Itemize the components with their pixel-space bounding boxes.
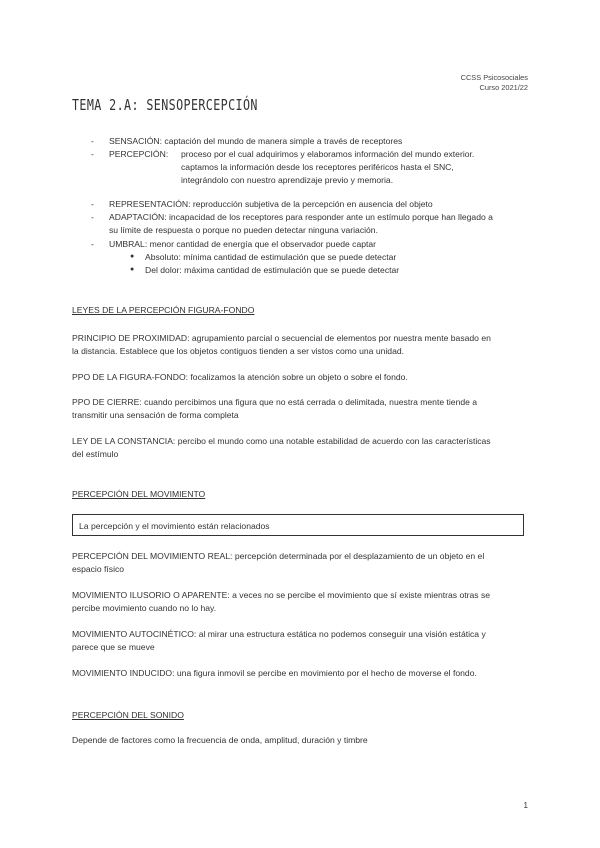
paragraph-line: parece que se mueve — [72, 642, 155, 652]
paragraph-line: PPO DE CIERRE: cuando percibimos una figura que no está cerrada o delimitada, nuestra mente tiende a — [72, 397, 478, 407]
page-number: 1 — [523, 801, 528, 810]
paragraph-line: transmitir una sensación de forma completa — [72, 410, 239, 420]
sublist-item-text: Del dolor: máxima cantidad de estimulación que se puede detectar — [145, 265, 400, 275]
paragraph-line: Depende de factores como la frecuencia de onda, amplitud, duración y timbre — [72, 735, 368, 745]
document-header — [461, 73, 528, 93]
paragraph-line: PERCEPCIÓN DEL MOVIMIENTO REAL: percepción determinada por el desplazamiento de un objeto en el — [72, 551, 485, 561]
highlight-box — [72, 514, 524, 536]
page-title: TEMA 2.A: SENSOPERCEPCIÓN — [72, 96, 258, 114]
paragraph-line: PRINCIPIO DE PROXIMIDAD: agrupamiento parcial o secuencial de elementos por nuestra mente basado en — [72, 333, 491, 343]
dash-marker: - — [91, 149, 94, 159]
header-course: CCSS Psicosociales — [460, 73, 528, 82]
paragraph-line: MOVIMIENTO ILUSORIO O APARENTE: a veces no se percibe el movimiento que sí existe mientras otras se — [72, 590, 491, 600]
list-item-text: UMBRAL: menor cantidad de energía que el observador puede captar — [109, 239, 377, 249]
bullet-icon: ● — [130, 266, 135, 273]
paragraph-line: MOVIMIENTO AUTOCINÉTICO: al mirar una estructura estática no podemos conseguir una visión estática y — [72, 629, 486, 639]
dash-marker: - — [91, 212, 94, 222]
section-heading: PERCEPCIÓN DEL SONIDO — [72, 710, 184, 720]
paragraph-line: del estímulo — [72, 449, 119, 459]
section-heading: LEYES DE LA PERCEPCIÓN FIGURA-FONDO — [72, 305, 255, 315]
list-item-text: su límite de respuesta o porque no pueden detectar ninguna variación. — [109, 225, 378, 235]
section-heading: PERCEPCIÓN DEL MOVIMIENTO — [72, 489, 206, 499]
list-item-text: ADAPTACIÓN: incapacidad de los receptores para responder ante un estímulo porque han llegado a — [109, 212, 493, 222]
header-year: Curso 2021/22 — [479, 83, 528, 92]
paragraph-line: percibe movimiento cuando no lo hay. — [72, 603, 217, 613]
list-item-label: PERCEPCIÓN: — [109, 149, 169, 159]
paragraph-line: MOVIMIENTO INDUCIDO: una figura inmovil se percibe en movimiento por el hecho de moverse el fondo. — [72, 668, 477, 678]
paragraph-line: LEY DE LA CONSTANCIA: percibo el mundo como una notable estabilidad de acuerdo con las características — [72, 436, 491, 446]
dash-marker: - — [91, 199, 94, 209]
paragraph-line: espacio físico — [72, 564, 125, 574]
list-item-text: captamos la información desde los receptores periféricos hasta el SNC, — [181, 162, 454, 172]
highlight-box-text: La percepción y el movimiento están relacionados — [79, 521, 270, 531]
paragraph-line: PPO DE LA FIGURA-FONDO: focalizamos la atención sobre un objeto o sobre el fondo. — [72, 372, 408, 382]
list-item-text: REPRESENTACIÓN: reproducción subjetiva de la percepción en ausencia del objeto — [109, 199, 433, 209]
dash-marker: - — [91, 136, 94, 146]
paragraph-line: la distancia. Establece que los objetos contiguos tienden a ser vistos como una unidad. — [72, 346, 405, 356]
dash-marker: - — [91, 239, 94, 249]
bullet-icon: ● — [130, 253, 135, 260]
list-item-text: integrándolo con nuestro aprendizaje previo y memoria. — [181, 175, 394, 185]
list-item-text: proceso por el cual adquirimos y elaboramos información del mundo exterior. — [181, 149, 475, 159]
list-item-text: SENSACIÓN: captación del mundo de manera simple a través de receptores — [109, 136, 403, 146]
sublist-item-text: Absoluto: mínima cantidad de estimulación que se puede detectar — [145, 252, 397, 262]
